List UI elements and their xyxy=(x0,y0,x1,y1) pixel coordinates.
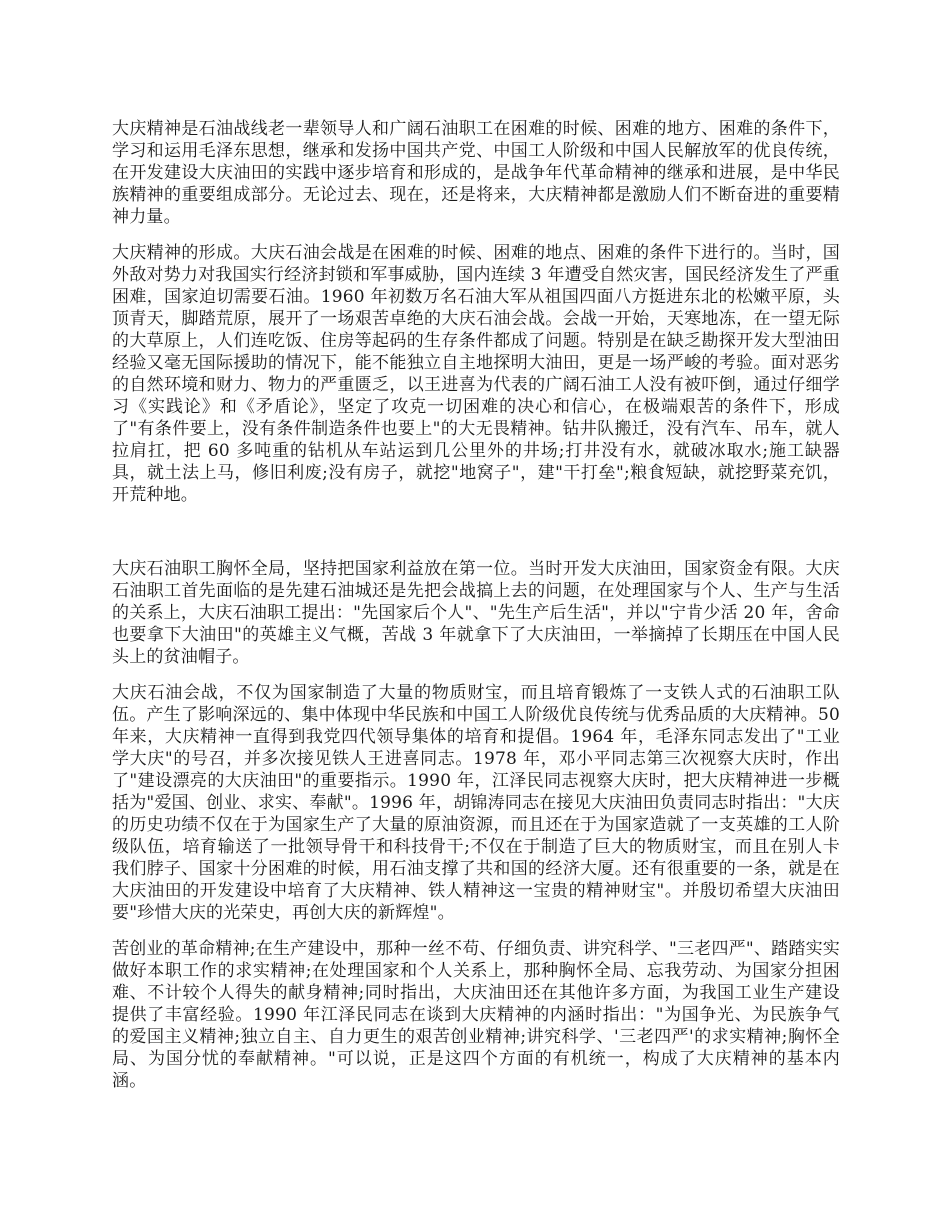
document-body xyxy=(112,118,840,1106)
paragraph-formation: 大庆精神的形成。大庆石油会战是在困难的时候、困难的地点、困难的条件下进行的。当时，国外敌对势力对我国实行经济封锁和军事威胁，国内连续 3 年遭受自然灾害，国民经济发生了严重困难，国家迫切需要石油。1960 年初数万名石油大军从祖国四面八方挺进东北的松嫩平原，头顶青天，脚踏荒原，展开了一场艰苦卓绝的大庆石油会战。会战一开始，天寒地冻，在一望无际的大草原上，人们连吃饭、住房等起码的生存条件都成了问题。特别是在缺乏勘探开发大型油田经验又毫无国际援助的情况下，能不能独立自主地探明大油田，更是一场严峻的考验。面对恶劣的自然环境和财力、物力的严重匮乏，以王进喜为代表的广阔石油工人没有被吓倒，通过仔细学习《实践论》和《矛盾论》，坚定了攻克一切困难的决心和信心，在极端艰苦的条件下，形成了"有条件要上，没有条件制造条件也要上"的大无畏精神。钻井队搬迁，没有汽车、吊车，就人拉肩扛，把 60 多吨重的钻机从车站运到几公里外的井场;打井没有水，就破冰取水;施工缺器具，就土法上马，修旧利废;没有房子，就挖"地窝子"，建"干打垒";粮食短缺，就挖野菜充饥，开荒种地。 xyxy=(112,243,840,505)
paragraph-campaign-legacy: 大庆石油会战，不仅为国家制造了大量的物质财宝，而且培育锻炼了一支铁人式的石油职工队伍。产生了影响深远的、集中体现中华民族和中国工人阶级优良传统与优秀品质的大庆精神。50 年来，大庆精神一直得到我党四代领导集体的培育和提倡。1964 年，毛泽东同志发出了"工业学大庆"的号召，并多次接见铁人王进喜同志。1978 年，邓小平同志第三次视察大庆时，作出了"建设漂亮的大庆油田"的重要指示。1990 年，江泽民同志视察大庆时，把大庆精神进一步概括为"爱国、创业、求实、奉献"。1996 年，胡锦涛同志在接见大庆油田负责同志时指出："大庆的历史功绩不仅在于为国家生产了大量的原油资源，而且还在于为国家造就了一支英雄的工人阶级队伍，培育输送了一批领导骨干和科技骨干;不仅在于制造了巨大的物质财宝，而且在别人卡我们脖子、国家十分困难的时候，用石油支撑了共和国的经济大厦。还有很重要的一条，就是在大庆油田的开发建设中培育了大庆精神、铁人精神这一宝贵的精神财宝"。并殷切希望大庆油田要"珍惜大庆的光荣史，再创大庆的新辉煌"。 xyxy=(112,683,840,923)
paragraph-national-interest: 大庆石油职工胸怀全局，坚持把国家利益放在第一位。当时开发大庆油田，国家资金有限。大庆石油职工首先面临的是先建石油城还是先把会战搞上去的问题，在处理国家与个人、生产与生活的关系上，大庆石油职工提出："先国家后个人"、"先生产后生活"，并以"宁肯少活 20 年，舍命也要拿下大油田"的英雄主义气概，苦战 3 年就拿下了大庆油田，一举摘掉了长期压在中国人民头上的贫油帽子。 xyxy=(112,559,840,667)
paragraph-spirit-content: 苦创业的革命精神;在生产建设中，那种一丝不苟、仔细负责、讲究科学、"三老四严"、踏踏实实做好本职工作的求实精神;在处理国家和个人关系上，那种胸怀全局、忘我劳动、为国家分担困难、不计较个人得失的献身精神;同时指出，大庆油田还在其他许多方面，为我国工业生产建设提供了丰富经验。1990 年江泽民同志在谈到大庆精神的内涵时指出："为国争光、为民族争气的爱国主义精神;独立自主、自力更生的艰苦创业精神;讲究科学、'三老四严'的求实精神;胸怀全局、为国分忧的奉献精神。"可以说，正是这四个方面的有机统一，构成了大庆精神的基本内涵。 xyxy=(112,939,840,1091)
paragraph-intro: 大庆精神是石油战线老一辈领导人和广阔石油职工在困难的时候、困难的地方、困难的条件下，学习和运用毛泽东思想，继承和发扬中国共产党、中国工人阶级和中国人民解放军的优良传统，在开发建设大庆油田的实践中逐步培育和形成的，是战争年代革命精神的继承和进展，是中华民族精神的重要组成部分。无论过去、现在，还是将来，大庆精神都是激励人们不断奋进的重要精神力量。 xyxy=(112,119,840,227)
